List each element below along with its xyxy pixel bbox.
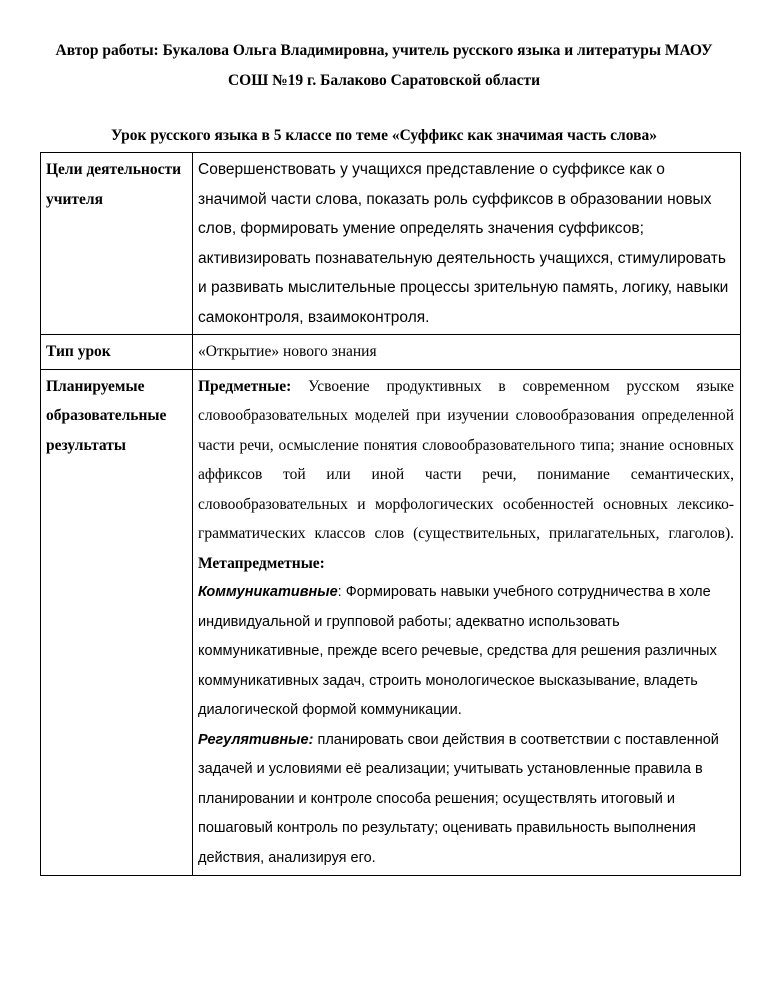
communicative-results	[198, 578, 734, 726]
subject-results	[198, 372, 734, 579]
communicative-heading: Коммуникативные	[198, 584, 338, 600]
meta-heading: Метапредметные:	[198, 554, 325, 572]
lesson-type-label: Тип урок	[41, 335, 193, 370]
subject-heading: Предметные:	[198, 377, 292, 395]
results-cell	[193, 369, 741, 876]
regulatory-text: планировать свои действия в соответствии с поставленной задачей и условиями её реализации; учитывать установленные правила в планировании и контроле способа решения; осуществлять итоговый и пошаговый контроль по результату; оценивать правильность выполнения действия, анализируя его.	[198, 731, 719, 866]
table-row-goals	[41, 153, 741, 335]
table-row-lesson-type	[41, 335, 741, 370]
communicative-text: : Формировать навыки учебного сотрудничества в холе индивидуальной и групповой работы; адекватно использовать коммуникативные, прежде всего речевые, средства для решения различных коммуникативных задач, строить монологическое высказывание, владеть диалогической формой коммуникации.	[198, 584, 717, 718]
regulatory-heading: Регулятивные:	[198, 731, 314, 748]
table-row-results	[41, 369, 741, 876]
lesson-title: Урок русского языка в 5 классе по теме «Суффикс как значимая часть слова»	[111, 127, 657, 144]
goals-text: Совершенствовать у учащихся представление о суффиксе как о значимой части слова, показать роль суффиксов в образовании новых слов, формировать умение определять значения суффиксов; активизировать познавательную деятельность учащихся, стимулировать и развивать мыслительные процессы зрительную память, логику, навыки самоконтроля, взаимоконтроля.	[193, 153, 741, 335]
lesson-type-text: «Открытие» нового знания	[193, 335, 741, 370]
subject-text: Усвоение продуктивных в современном русском языке словообразовательных моделей при изучении словообразования определенной части речи, осмысление понятия словообразовательного типа; знание основных аффиксов той или иной части речи, понимание семантических, словообразовательных и морфологических особенностей основных лексико- грамматических классов слов (существительных, прилагательных, глаголов).	[198, 377, 735, 542]
goals-label: Цели деятельности учителя	[41, 153, 193, 335]
lesson-plan-table	[40, 152, 741, 876]
results-label: Планируемые образовательные результаты	[41, 369, 193, 876]
regulatory-results	[198, 726, 734, 874]
author-line: Автор работы: Букалова Ольга Владимировна, учитель русского языка и литературы МАОУ СОШ №19 г. Балаково Саратовской области	[55, 42, 713, 89]
